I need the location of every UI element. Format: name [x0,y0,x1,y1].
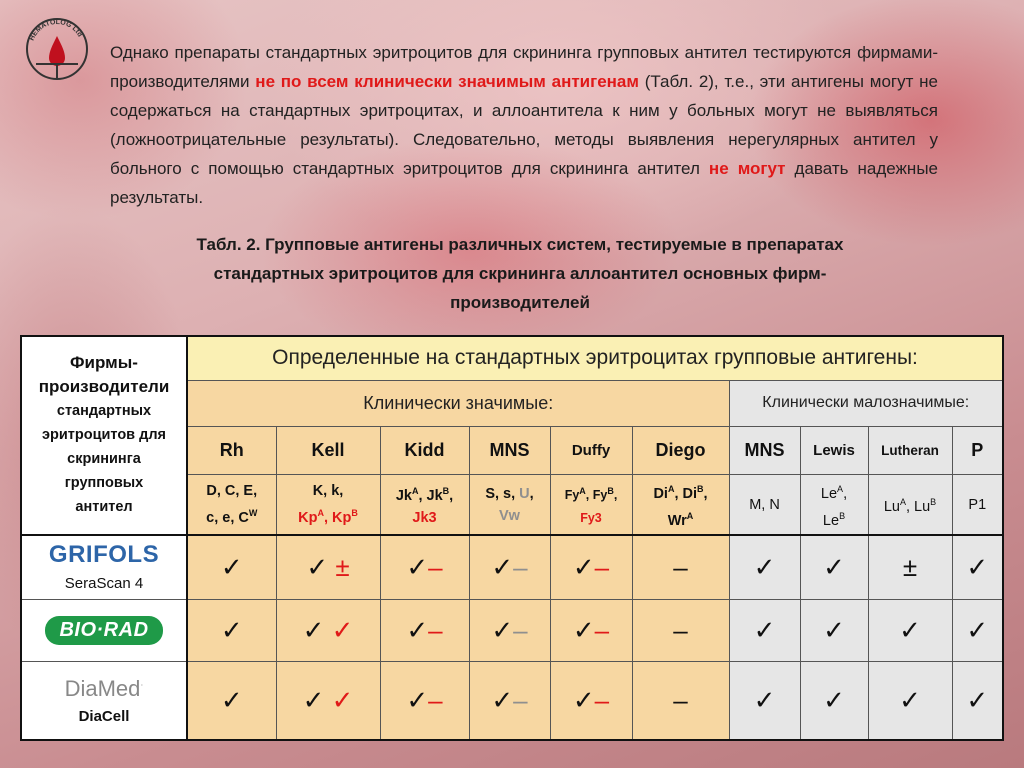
biorad-kell: ✓ ✓ [276,599,380,661]
diamed-lewis: ✓ [800,662,868,740]
grifols-mns-minor: ✓ [729,535,800,599]
firm-header: Фирмы- производители стандартных эритроцитов для скрининга групповых антител [21,336,187,535]
system-p: P [952,426,1003,474]
intro-text-3: давать надежные результаты. [110,159,938,207]
intro-highlight-2: не могут [708,159,786,178]
significant-header: Клинически значимые: [187,380,729,426]
system-mns-minor: MNS [729,426,800,474]
system-lewis: Lewis [800,426,868,474]
biorad-lutheran: ✓ [868,599,952,661]
antigens-mns-minor: M, N [729,475,800,535]
antigens-diego: $Di^A$, $Di^B$, $Wr^A$ [632,475,729,535]
grifols-diego: – [632,535,729,599]
system-kell: Kell [276,426,380,474]
antigens-duffy: $Fy^A$, $Fy^B$, Fy3 [550,475,632,535]
diamed-mns: ✓– [469,662,550,740]
diamed-diego: – [632,662,729,740]
minor-header: Клинически малозначимые: [729,380,1003,426]
biorad-lewis: ✓ [800,599,868,661]
grifols-kell: ✓ ± [276,535,380,599]
firm-diamed [21,662,187,740]
biorad-p: ✓ [952,599,1003,661]
antigens-p: P1 [952,475,1003,535]
firm-product-serascan: SeraScan 4 [64,574,144,592]
antigens-lewis: $Le^A$, $Le^B$ [800,475,868,535]
antigens-kell: K, k, $Kp^A$, $Kp^B$ [276,475,380,535]
diamed-p: ✓ [952,662,1003,740]
system-duffy: Duffy [550,426,632,474]
diamed-lutheran: ✓ [868,662,952,740]
diamed-kidd: ✓– [380,662,469,740]
biorad-logo: BIO·RAD [45,616,162,645]
diamed-mns-minor: ✓ [729,662,800,740]
grifols-lutheran: ± [868,535,952,599]
firm-product-diacell: DiaCell [78,708,130,726]
grifols-lewis: ✓ [800,535,868,599]
system-mns: MNS [469,426,550,474]
firm-biorad [21,599,187,661]
antigens-lutheran: $Lu^A$, $Lu^B$ [868,475,952,535]
diamed-rh: ✓ [187,662,276,740]
logo-text: HEMATOLOG Ltd [28,18,84,42]
antigens-rh: D, C, E, c, e, $C^W$ [187,475,276,535]
grifols-kidd: ✓– [380,535,469,599]
caption-line-2: стандартных эритроцитов для скрининга аллоантител основных фирм- [213,264,827,283]
system-lutheran: Lutheran [868,426,952,474]
intro-text-1: Однако препараты стандартных эритроцитов для скрининга групповых антител тестируются фирмами-производителями [110,43,938,91]
diamed-logo: DiaMed· [64,676,144,702]
system-kidd: Kidd [380,426,469,474]
grifols-logo: GRIFOLS [48,540,160,568]
grifols-p: ✓ [952,535,1003,599]
biorad-diego: – [632,599,729,661]
system-rh: Rh [187,426,276,474]
intro-text-2: (Табл. 2), т.е., эти антигены могут не содержаться на стандартных эритроцитах, и аллоантитела к ним у больных могут не выявляться (ложноотрицательные результаты). Следовательно, методы выявления нерегулярных антител у больного с помощью стандартных эритроцитов для скрининга антител [110,72,938,178]
caption-line-3: производителей [450,293,590,312]
top-header: Определенные на стандартных эритроцитах групповые антигены: [187,336,1003,380]
grifols-mns: ✓– [469,535,550,599]
biorad-kidd: ✓– [380,599,469,661]
intro-paragraph [110,38,938,212]
hematolog-logo [22,14,92,84]
firm-grifols [21,535,187,599]
grifols-duffy: ✓– [550,535,632,599]
diamed-kell: ✓ ✓ [276,662,380,740]
intro-highlight-1: не по всем клинически значимым антигенам [255,72,639,91]
table-caption [150,230,890,317]
biorad-duffy: ✓– [550,599,632,661]
biorad-mns-minor: ✓ [729,599,800,661]
system-diego: Diego [632,426,729,474]
antigens-kidd: $Jk^A$, $Jk^B$, Jk3 [380,475,469,535]
biorad-mns: ✓– [469,599,550,661]
biorad-rh: ✓ [187,599,276,661]
grifols-rh: ✓ [187,535,276,599]
antigens-mns: S, s, U, Vw [469,475,550,535]
diamed-duffy: ✓– [550,662,632,740]
antigen-table [20,335,1004,741]
caption-line-1: Табл. 2. Групповые антигены различных систем, тестируемые в препаратах [196,235,844,254]
